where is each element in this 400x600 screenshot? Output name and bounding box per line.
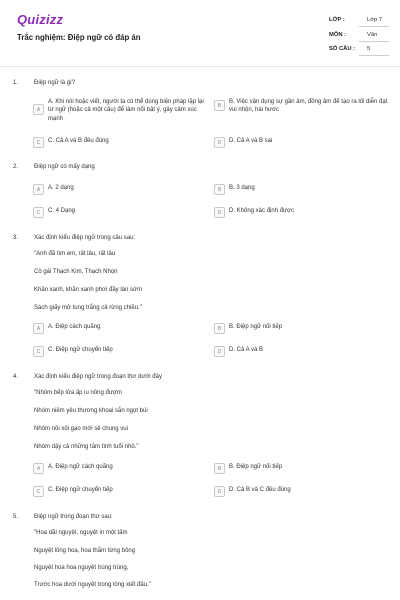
option-a[interactable]: [33, 463, 113, 474]
quote-line: "Hoa dãi nguyệt, nguyệt in một tấm: [34, 530, 128, 536]
option-text: B. Điệp ngữ nối tiếp: [229, 464, 283, 470]
meta-count-underline: [359, 55, 389, 56]
option-letter: B: [214, 184, 225, 195]
option-letter: C: [33, 486, 44, 497]
meta-subject-label: MÔN :: [329, 32, 347, 38]
question-number: 3.: [13, 235, 19, 241]
option-letter: B: [214, 463, 225, 474]
option-c[interactable]: [33, 486, 113, 497]
option-letter: D: [214, 346, 225, 357]
question-number: 5.: [13, 514, 19, 520]
option-letter: A: [33, 184, 44, 195]
meta-subject-underline: [359, 41, 389, 42]
quote-line: Sách giấy mở tung trắng cả rừng chiều.": [34, 305, 142, 311]
option-c[interactable]: [33, 137, 109, 148]
meta-subject-value: Văn: [367, 32, 378, 38]
meta-count-value: 5: [367, 46, 371, 52]
option-text: A. Điệp ngữ cách quãng: [48, 464, 113, 470]
question-text: Điệp ngữ có mấy dạng: [34, 164, 95, 170]
option-letter: B: [214, 323, 225, 334]
option-letter: C: [33, 207, 44, 218]
question-number: 4.: [13, 374, 19, 380]
option-text: D. Cả B và C đều đúng: [229, 487, 291, 493]
quote-line: Nguyệt hoa hoa nguyệt trùng trùng,: [34, 565, 129, 571]
quote-line: Trước hoa dưới nguyệt trong lòng xiết đâu.": [34, 582, 151, 588]
question-text: Điệp ngữ trong đoạn thơ sau:: [34, 514, 113, 520]
worksheet-title: Trắc nghiệm: Điệp ngữ có đáp án: [17, 33, 141, 42]
meta-count-label: SỐ CÂU :: [329, 46, 356, 52]
option-text: C. Điệp ngữ chuyển tiếp: [48, 487, 113, 493]
option-text: D. Cả A và B sai: [229, 138, 273, 144]
worksheet-header: [0, 0, 400, 66]
option-text: A. 2 dạng: [48, 185, 74, 191]
option-letter: B: [214, 100, 225, 111]
option-text: B. Điệp ngữ nối tiếp: [229, 324, 283, 330]
option-letter: C: [33, 137, 44, 148]
option-d[interactable]: [214, 486, 291, 497]
meta-class-underline: [359, 26, 389, 27]
question-number: 1.: [13, 80, 19, 86]
quote-line: Nhóm dậy cả những tâm tình tuổi nhỏ.": [34, 444, 139, 450]
option-a[interactable]: [33, 184, 74, 195]
option-text: A. Khi nói hoặc viết, người ta có thể dùng biện pháp lặp lại từ ngữ (hoặc cả một câu) để làm nổi bật ý, gây cảm xúc mạnh: [48, 99, 204, 122]
option-text: D. Không xác định được: [229, 208, 294, 214]
option-b[interactable]: [214, 98, 392, 115]
option-d[interactable]: [214, 346, 263, 357]
header-divider: [0, 66, 400, 67]
quote-line: Nguyệt lồng hoa, hoa thắm từng bông: [34, 548, 136, 554]
meta-class-value: Lớp 7: [367, 17, 383, 23]
option-letter: A: [33, 463, 44, 474]
option-a[interactable]: [33, 98, 208, 123]
option-text: C. Cả A và B đều đúng: [48, 138, 109, 144]
question-number: 2.: [13, 164, 19, 170]
option-text: B. 3 dạng: [229, 185, 255, 191]
option-text: C. Điệp ngữ chuyển tiếp: [48, 347, 113, 353]
quote-line: "Nhóm bếp lửa ấp iu nồng đượm: [34, 390, 122, 396]
option-letter: D: [214, 137, 225, 148]
question-text: Điệp ngữ là gì?: [34, 80, 76, 86]
question-text: Xác định kiểu điệp ngữ trong đoạn thơ dưới đây: [34, 374, 162, 380]
option-d[interactable]: [214, 137, 272, 148]
option-b[interactable]: [214, 184, 255, 195]
meta-class-label: LỚP :: [329, 17, 345, 23]
option-text: B. Việc vận dụng sự gần âm, đồng âm để tạo ra lối diễn đạt vui nhộn, hài hước: [229, 99, 388, 114]
option-c[interactable]: [33, 207, 75, 218]
option-letter: A: [33, 104, 44, 115]
option-letter: D: [214, 207, 225, 218]
quizizz-logo: Quizizz: [17, 12, 64, 27]
option-letter: A: [33, 323, 44, 334]
option-letter: D: [214, 486, 225, 497]
quote-line: "Anh đã tìm em, rất lâu, rất lâu: [34, 251, 116, 257]
option-letter: C: [33, 346, 44, 357]
quote-line: Nhóm niềm yêu thương khoai sắn ngọt bùi: [34, 408, 148, 414]
option-b[interactable]: [214, 323, 282, 334]
option-d[interactable]: [214, 207, 294, 218]
option-b[interactable]: [214, 463, 282, 474]
option-a[interactable]: [33, 323, 100, 334]
quote-line: Khăn xanh, khăn xanh phơi đầy lán sớm: [34, 287, 142, 293]
option-c[interactable]: [33, 346, 113, 357]
option-text: A. Điệp cách quãng: [48, 324, 101, 330]
option-text: D. Cả A và B: [229, 347, 264, 353]
quote-line: Cô gái Thạch Kim, Thạch Nhọn: [34, 269, 118, 275]
quote-line: Nhóm nồi xôi gạo mới sẻ chung vui: [34, 426, 128, 432]
option-text: C. 4 Dạng: [48, 208, 76, 214]
question-text: Xác định kiểu điệp ngữ trong câu sau:: [34, 235, 136, 241]
